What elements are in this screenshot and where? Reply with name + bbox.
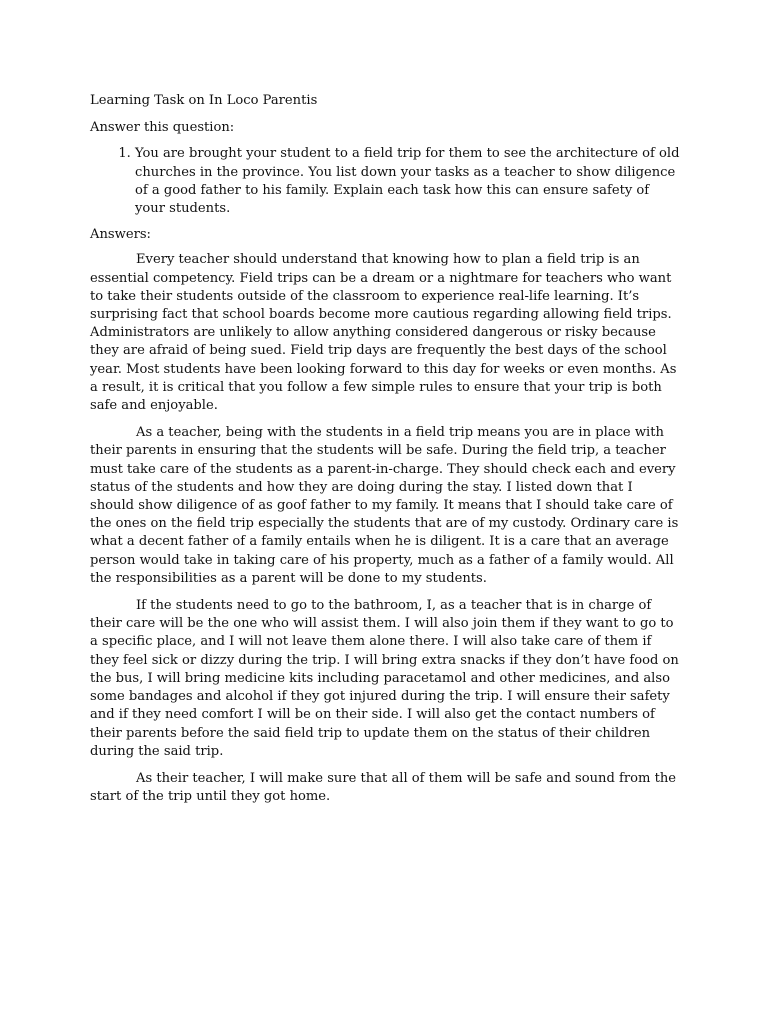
document-page	[90, 92, 680, 815]
document-title: Learning Task on In Loco Parentis	[90, 93, 318, 108]
answer-paragraph-1: Every teacher should understand that knowing how to plan a field trip is an essential competency. Field trips can be a dream or a nightmare for teachers who want to take their students outside of the classroom to experience real-life learning. It’s surprising fact that school boards become more cautious regarding allowing field trips. Administrators are unlikely to allow anything considered dangerous or risky because they are afraid of being sued. Field trip days are frequently the best days of the school year. Most students have been looking forward to this day for weeks or even months. As a result, it is critical that you follow a few simple rules to ensure that your trip is both safe and enjoyable.	[90, 252, 677, 414]
question-list	[90, 145, 680, 218]
answer-paragraph-4: As their teacher, I will make sure that all of them will be safe and sound from the start of the trip until they got home.	[90, 770, 677, 805]
question-item: 1. You are brought your student to a field trip for them to see the architecture of old churches in the province. You list down your tasks as a teacher to show diligence of a good father to his family. Explain each task how this can ensure safety of your students.	[135, 145, 680, 218]
question-prompt: Answer this question:	[90, 120, 235, 136]
answer-paragraph-3: If the students need to go to the bathroom, I, as a teacher that is in charge of their care will be the one who will assist them. I will also join them if they want to go to a specific place, and I will not leave them alone there. I will also take care of them if they feel sick or dizzy during the trip. I will bring extra snacks if they don’t have food on the bus, I will bring medicine kits including paracetamol and other medicines, and also some bandages and alcohol if they got injured during the trip. I will ensure their safety and if they need comfort I will be on their side. I will also get the contact numbers of their parents before the said field trip to update them on the status of their children during the said trip.	[90, 598, 679, 759]
answers-label: Answers:	[90, 227, 151, 243]
answer-paragraph-2: As a teacher, being with the students in a field trip means you are in place with their parents in ensuring that the students will be safe. During the field trip, a teacher must take care of the students as a parent-in-charge. They should check each and every status of the students and how they are doing during the stay. I listed down that I should show diligence of as goof father to my family. It means that I should take care of the ones on the field trip especially the students that are of my custody. Ordinary care is what a decent father of a family entails when he is diligent. It is a care that an average person would take in taking care of his property, much as a father of a family would. All the responsibilities as a parent will be done to my students.	[90, 425, 679, 586]
